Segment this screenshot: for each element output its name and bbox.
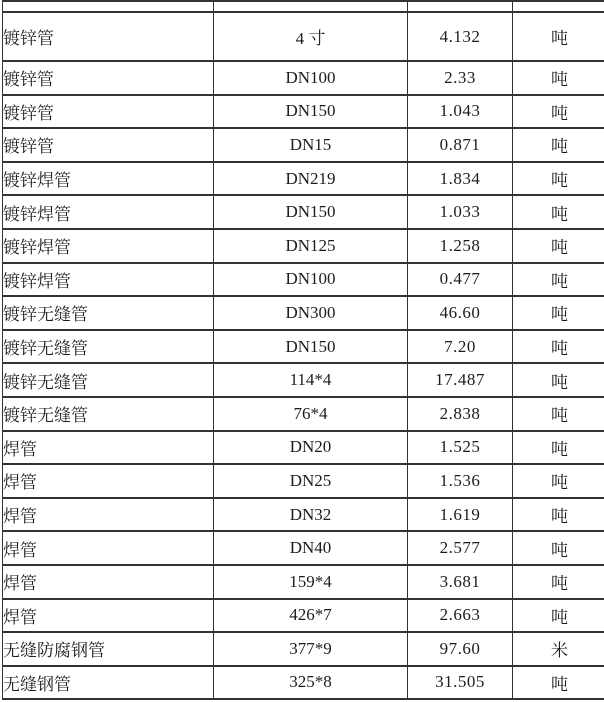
quantity-cell: 1.536 bbox=[408, 464, 513, 498]
unit-cell: 吨 bbox=[513, 263, 604, 297]
spec-cell: 325*8 bbox=[214, 666, 408, 700]
material-name-cell: 焊管 bbox=[3, 599, 214, 633]
quantity-cell: 1.258 bbox=[408, 229, 513, 263]
quantity-cell: 46.60 bbox=[408, 296, 513, 330]
material-name-cell: 镀锌焊管 bbox=[3, 263, 214, 297]
material-name-cell: 镀锌无缝管 bbox=[3, 330, 214, 364]
table-row bbox=[3, 128, 604, 162]
spec-cell: DN125 bbox=[214, 229, 408, 263]
partial-cell bbox=[408, 1, 513, 12]
unit-cell: 吨 bbox=[513, 363, 604, 397]
table-row bbox=[3, 162, 604, 196]
unit-cell: 吨 bbox=[513, 128, 604, 162]
quantity-cell: 1.619 bbox=[408, 498, 513, 532]
table-row bbox=[3, 666, 604, 700]
unit-cell: 吨 bbox=[513, 599, 604, 633]
quantity-cell: 4.132 bbox=[408, 12, 513, 61]
material-name-cell: 焊管 bbox=[3, 565, 214, 599]
spec-cell: 159*4 bbox=[214, 565, 408, 599]
table-row bbox=[3, 296, 604, 330]
material-name-cell: 镀锌焊管 bbox=[3, 162, 214, 196]
unit-cell: 吨 bbox=[513, 162, 604, 196]
unit-cell: 吨 bbox=[513, 431, 604, 465]
material-name-cell: 镀锌无缝管 bbox=[3, 296, 214, 330]
spec-cell: DN300 bbox=[214, 296, 408, 330]
material-name-cell: 镀锌管 bbox=[3, 61, 214, 95]
table-row bbox=[3, 263, 604, 297]
unit-cell: 吨 bbox=[513, 464, 604, 498]
table-row bbox=[3, 195, 604, 229]
quantity-cell: 17.487 bbox=[408, 363, 513, 397]
partial-cell bbox=[3, 1, 214, 12]
quantity-cell: 1.525 bbox=[408, 431, 513, 465]
material-name-cell: 镀锌焊管 bbox=[3, 195, 214, 229]
table-row bbox=[3, 632, 604, 666]
table-row bbox=[3, 531, 604, 565]
table-row bbox=[3, 464, 604, 498]
unit-cell: 米 bbox=[513, 632, 604, 666]
spec-cell: 377*9 bbox=[214, 632, 408, 666]
spec-cell: DN219 bbox=[214, 162, 408, 196]
quantity-cell: 2.33 bbox=[408, 61, 513, 95]
spec-cell: 76*4 bbox=[214, 397, 408, 431]
partial-top-row bbox=[3, 1, 604, 12]
table-row bbox=[3, 599, 604, 633]
material-name-cell: 镀锌管 bbox=[3, 95, 214, 129]
partial-cell bbox=[513, 1, 604, 12]
spec-cell: DN150 bbox=[214, 95, 408, 129]
unit-cell: 吨 bbox=[513, 195, 604, 229]
quantity-cell: 1.043 bbox=[408, 95, 513, 129]
quantity-cell: 0.871 bbox=[408, 128, 513, 162]
table-body bbox=[3, 1, 604, 699]
quantity-cell: 2.838 bbox=[408, 397, 513, 431]
spec-cell: DN32 bbox=[214, 498, 408, 532]
quantity-cell: 7.20 bbox=[408, 330, 513, 364]
partial-cell bbox=[214, 1, 408, 12]
quantity-cell: 97.60 bbox=[408, 632, 513, 666]
spec-cell: 426*7 bbox=[214, 599, 408, 633]
unit-cell: 吨 bbox=[513, 498, 604, 532]
unit-cell: 吨 bbox=[513, 296, 604, 330]
unit-cell: 吨 bbox=[513, 330, 604, 364]
spec-cell: DN150 bbox=[214, 330, 408, 364]
quantity-cell: 1.834 bbox=[408, 162, 513, 196]
table-row bbox=[3, 61, 604, 95]
table-row bbox=[3, 565, 604, 599]
material-name-cell: 镀锌焊管 bbox=[3, 229, 214, 263]
unit-cell: 吨 bbox=[513, 95, 604, 129]
material-name-cell: 焊管 bbox=[3, 431, 214, 465]
spec-cell: DN150 bbox=[214, 195, 408, 229]
table-row bbox=[3, 95, 604, 129]
table-row bbox=[3, 330, 604, 364]
unit-cell: 吨 bbox=[513, 61, 604, 95]
spec-cell: DN100 bbox=[214, 263, 408, 297]
spec-cell: DN40 bbox=[214, 531, 408, 565]
table-row bbox=[3, 229, 604, 263]
material-name-cell: 无缝防腐钢管 bbox=[3, 632, 214, 666]
material-name-cell: 镀锌管 bbox=[3, 128, 214, 162]
material-name-cell: 焊管 bbox=[3, 498, 214, 532]
table-row bbox=[3, 12, 604, 61]
material-name-cell: 无缝钢管 bbox=[3, 666, 214, 700]
quantity-cell: 0.477 bbox=[408, 263, 513, 297]
material-name-cell: 镀锌无缝管 bbox=[3, 397, 214, 431]
quantity-cell: 1.033 bbox=[408, 195, 513, 229]
unit-cell: 吨 bbox=[513, 229, 604, 263]
unit-cell: 吨 bbox=[513, 666, 604, 700]
table-row bbox=[3, 397, 604, 431]
material-name-cell: 焊管 bbox=[3, 531, 214, 565]
table-row bbox=[3, 498, 604, 532]
table-row bbox=[3, 431, 604, 465]
unit-cell: 吨 bbox=[513, 397, 604, 431]
spec-cell: DN15 bbox=[214, 128, 408, 162]
unit-cell: 吨 bbox=[513, 12, 604, 61]
quantity-cell: 2.663 bbox=[408, 599, 513, 633]
unit-cell: 吨 bbox=[513, 565, 604, 599]
quantity-cell: 3.681 bbox=[408, 565, 513, 599]
table-row bbox=[3, 363, 604, 397]
spec-cell: 4 寸 bbox=[214, 12, 408, 61]
spec-cell: DN20 bbox=[214, 431, 408, 465]
spec-cell: 114*4 bbox=[214, 363, 408, 397]
quantity-cell: 31.505 bbox=[408, 666, 513, 700]
material-name-cell: 镀锌无缝管 bbox=[3, 363, 214, 397]
quantity-cell: 2.577 bbox=[408, 531, 513, 565]
material-name-cell: 镀锌管 bbox=[3, 12, 214, 61]
material-table bbox=[2, 0, 604, 700]
spec-cell: DN100 bbox=[214, 61, 408, 95]
unit-cell: 吨 bbox=[513, 531, 604, 565]
material-name-cell: 焊管 bbox=[3, 464, 214, 498]
spec-cell: DN25 bbox=[214, 464, 408, 498]
